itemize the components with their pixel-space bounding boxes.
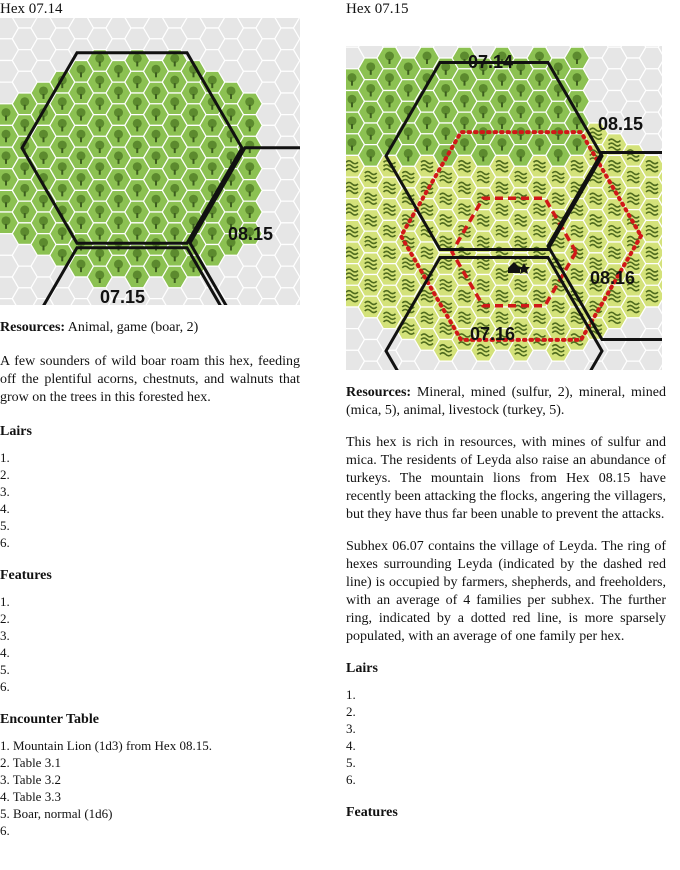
list-item: 2. Table 3.1 [0, 755, 61, 770]
hex-0715-column [346, 0, 666, 822]
resources-line [0, 319, 300, 337]
encounter-title: Encounter Table [0, 712, 99, 727]
hex-description: This hex is rich in resources, with mines of sulfur and mica. The residents of Leyda also raise an abundance of turkeys. The mountain lions from Hex 08.15 have recently been attacking the flocks, angering the villagers, but they have thus far been unable to prevent the attacks. [346, 435, 666, 522]
hex-0714-column [0, 0, 300, 839]
list-item: 4. [0, 501, 10, 516]
list-item: 3. [0, 484, 10, 499]
list-item: 2. [346, 704, 356, 719]
list-item: 5. [0, 518, 10, 533]
features-list [0, 593, 300, 695]
features-title: Features [346, 805, 398, 820]
lairs-title: Lairs [0, 424, 32, 439]
list-item: 5. Boar, normal (1d6) [0, 806, 113, 821]
list-item: 4. [0, 645, 10, 660]
list-item: 2. [0, 467, 10, 482]
resources-label: Resources: [346, 385, 412, 400]
hex-map-0715 [346, 46, 662, 370]
hex-description-village: Subhex 06.07 contains the village of Leyda. The ring of hexes surrounding Leyda (indicated by the dashed red line) is occupied by farmers, shepherds, and freeholders, with an average of 4 families per subhex. The further ring, indicated by a dotted red line, is more sparsely populated, with an average of one family per hex. [346, 539, 666, 644]
hex-description: A few sounders of wild boar roam this hex, feeding off the plentiful acorns, chestnuts, and walnuts that grow on the trees in this forested hex. [0, 354, 300, 405]
list-item: 1. [0, 450, 10, 465]
list-item: 5. [346, 755, 356, 770]
list-item: 3. Table 3.2 [0, 772, 61, 787]
resources-text: Mineral, mined (sulfur, 2), mineral, mined (mica, 5), animal, livestock (turkey, 5). [346, 385, 666, 418]
lairs-list [346, 686, 666, 788]
features-title: Features [0, 568, 52, 583]
big-hex-label: 08.15 [598, 114, 644, 134]
list-item: 4. Table 3.3 [0, 789, 61, 804]
big-hex-label: 07.15 [100, 287, 146, 305]
hex-title: Hex 07.15 [346, 1, 409, 17]
resources-line [346, 384, 666, 420]
resources-label: Resources: [0, 320, 66, 335]
lairs-title: Lairs [346, 661, 378, 676]
big-hex-label: 08.16 [590, 268, 636, 288]
list-item: 1. [0, 594, 10, 609]
list-item: 2. [0, 611, 10, 626]
list-item: 6. [0, 679, 10, 694]
list-item: 6. [0, 823, 10, 838]
list-item: 4. [346, 738, 356, 753]
big-hex-label: 08.15 [228, 224, 274, 244]
resources-text: Animal, game (boar, 2) [65, 320, 199, 335]
hex-title: Hex 07.14 [0, 1, 63, 17]
list-item: 3. [0, 628, 10, 643]
list-item: 6. [0, 535, 10, 550]
list-item: 6. [346, 772, 356, 787]
list-item: 1. Mountain Lion (1d3) from Hex 08.15. [0, 738, 212, 753]
hex-map-0714 [0, 18, 300, 305]
lairs-list [0, 449, 300, 551]
list-item: 1. [346, 687, 356, 702]
list-item: 5. [0, 662, 10, 677]
list-item: 3. [346, 721, 356, 736]
encounter-list [0, 737, 300, 839]
big-hex-label: 07.14 [468, 52, 514, 72]
big-hex-label: 07.16 [470, 324, 516, 344]
